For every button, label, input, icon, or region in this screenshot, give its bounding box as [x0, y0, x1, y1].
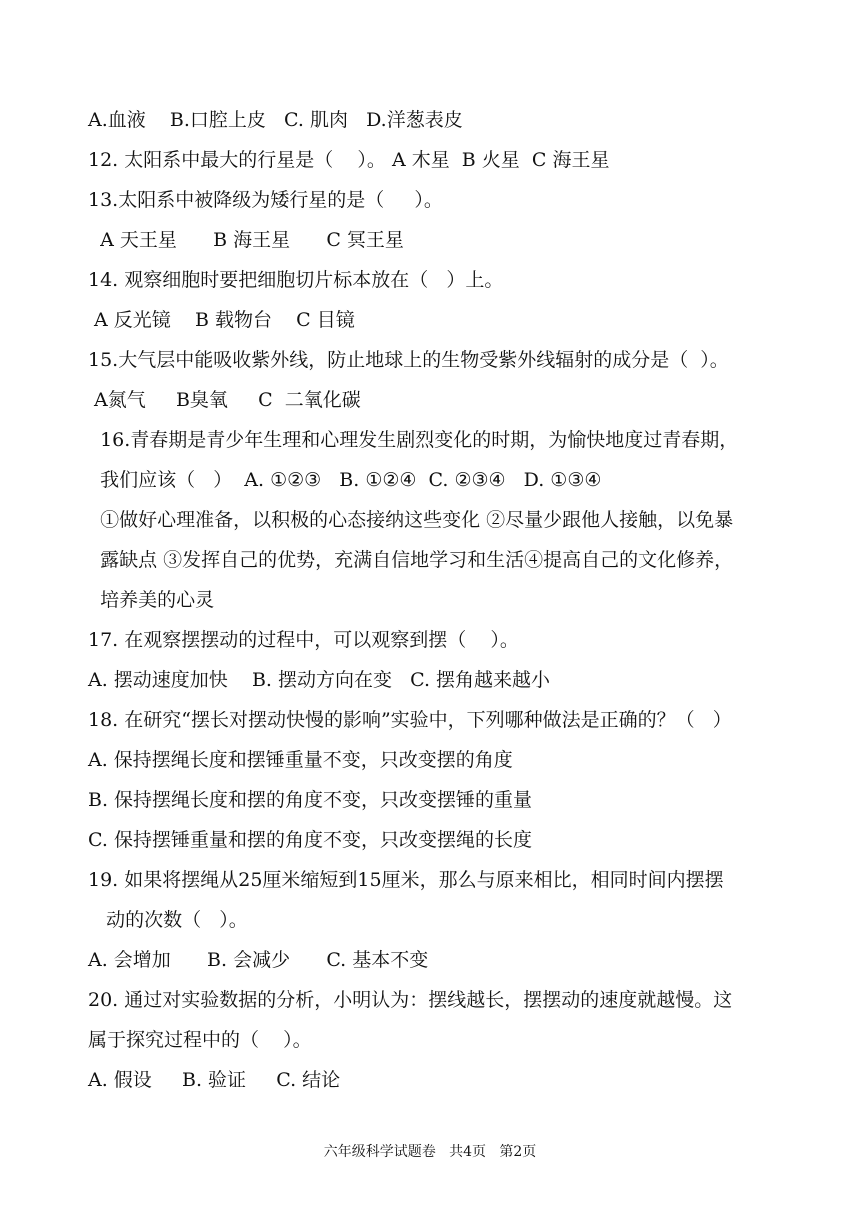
q14-text: 14. 观察细胞时要把细胞切片标本放在（ ）上。: [88, 269, 504, 291]
q16-statements-line2: 露缺点 ③发挥自己的优势，充满自信地学习和生活④提高自己的文化修养，: [88, 549, 734, 571]
q20-text-line1: 20. 通过对实验数据的分析，小明认为：摆线越长，摆摆动的速度就越慢。这: [88, 989, 733, 1011]
q14-options: A 反光镜 B 载物台 C 目镜: [88, 309, 355, 331]
q17-text: 17. 在观察摆摆动的过程中，可以观察到摆（ ）。: [88, 629, 519, 651]
q15-text: 15.大气层中能吸收紫外线，防止地球上的生物受紫外线辐射的成分是（ ）。: [88, 349, 729, 371]
q16-statements-line3: 培养美的心灵: [88, 589, 215, 611]
q16-text-line1: 16.青春期是青少年生理和心理发生剧烈变化的时期，为愉快地度过青春期，: [88, 429, 739, 451]
q19-options: A. 会增加 B. 会减少 C. 基本不变: [88, 949, 429, 971]
q13-options: A 天王星 B 海王星 C 冥王星: [88, 229, 404, 251]
q18-option-a: A. 保持摆绳长度和摆锤重量不变，只改变摆的角度: [88, 749, 513, 771]
q16-statements-line1: ①做好心理准备，以积极的心态接纳这些变化 ②尽量少跟他人接触，以免暴: [88, 509, 734, 531]
q19-text-line1: 19. 如果将摆绳从25厘米缩短到15厘米，那么与原来相比，相同时间内摆摆: [88, 869, 724, 891]
q13-text: 13.太阳系中被降级为矮行星的是（ ）。: [88, 189, 443, 211]
q12-text: 12. 太阳系中最大的行星是（ ）。 A 木星 B 火星 C 海王星: [88, 149, 610, 171]
q19-text-line2: 动的次数（ ）。: [88, 909, 248, 931]
q17-options: A. 摆动速度加快 B. 摆动方向在变 C. 摆角越来越小: [88, 669, 551, 691]
q20-text-line2: 属于探究过程中的（ ）。: [88, 1029, 312, 1051]
q15-options: A氮气 B臭氧 C 二氧化碳: [88, 389, 361, 411]
page-footer: 六年级科学试题卷 共4页 第2页: [323, 1144, 537, 1160]
q20-options: A. 假设 B. 验证 C. 结论: [88, 1069, 341, 1091]
q16-text-line2: 我们应该（ ） A. ①②③ B. ①②④ C. ②③④ D. ①③④: [88, 469, 602, 491]
q11-options: A.血液 B.口腔上皮 C. 肌肉 D.洋葱表皮: [88, 109, 463, 131]
q18-option-b: B. 保持摆绳长度和摆的角度不变，只改变摆锤的重量: [88, 789, 533, 811]
q18-option-c: C. 保持摆锤重量和摆的角度不变，只改变摆绳的长度: [88, 829, 532, 851]
q18-text: 18. 在研究“摆长对摆动快慢的影响”实验中，下列哪种做法是正确的？（ ）: [88, 709, 732, 731]
